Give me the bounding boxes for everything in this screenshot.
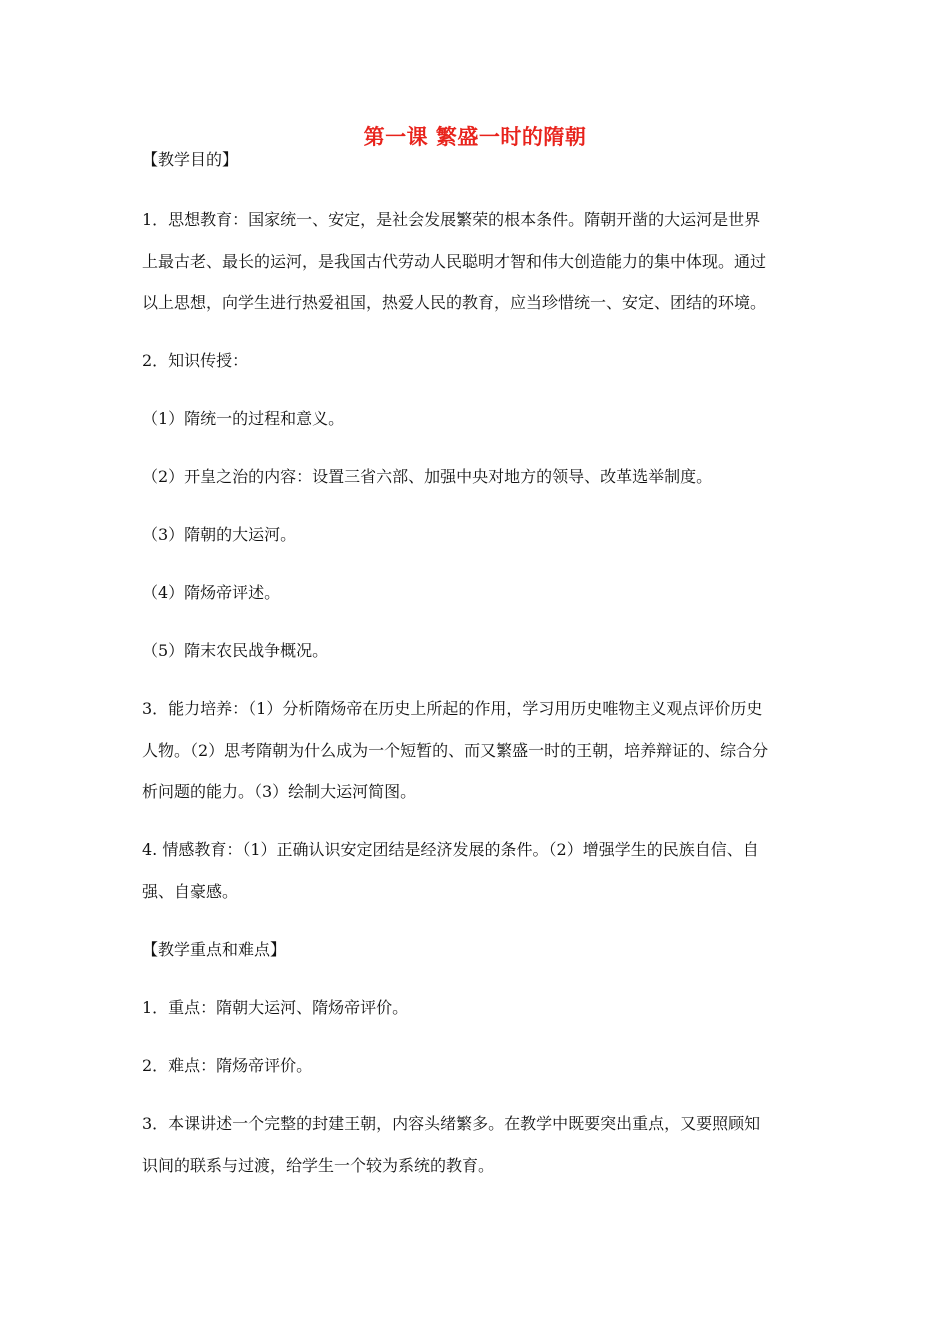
paragraph-line: 1．思想教育：国家统一、安定，是社会发展繁荣的根本条件。隋朝开凿的大运河是世界 <box>142 210 761 229</box>
list-item: （5）隋末农民战争概况。 <box>142 641 329 660</box>
list-item: 1．重点：隋朝大运河、隋炀帝评价。 <box>142 998 409 1017</box>
paragraph-line: 强、自豪感。 <box>142 882 239 901</box>
paragraph-line: 3．本课讲述一个完整的封建王朝，内容头绪繁多。在教学中既要突出重点，又要照顾知 <box>142 1114 761 1133</box>
list-item: （4）隋炀帝评述。 <box>142 583 281 602</box>
paragraph-line: 上最古老、最长的运河，是我国古代劳动人民聪明才智和伟大创造能力的集中体现。通过 <box>142 252 767 271</box>
paragraph-line: 析问题的能力。（3）绘制大运河简图。 <box>142 782 417 801</box>
page-title: 第一课 繁盛一时的隋朝 <box>363 124 587 149</box>
list-item: 2．难点：隋炀帝评价。 <box>142 1056 313 1075</box>
paragraph-line: 以上思想，向学生进行热爱祖国，热爱人民的教育，应当珍惜统一、安定、团结的环境。 <box>142 293 767 312</box>
list-heading-knowledge: 2．知识传授： <box>142 351 249 370</box>
paragraph-line: 4. 情感教育：（1）正确认识安定团结是经济发展的条件。（2）增强学生的民族自信、自 <box>142 840 759 859</box>
list-item: （3）隋朝的大运河。 <box>142 525 297 544</box>
section-heading-key-points: 【教学重点和难点】 <box>142 940 287 959</box>
paragraph-line: 识间的联系与过渡，给学生一个较为系统的教育。 <box>142 1156 495 1175</box>
list-item: （2）开皇之治的内容：设置三省六部、加强中央对地方的领导、改革选举制度。 <box>142 467 713 486</box>
section-heading-teaching-objectives: 【教学目的】 <box>142 150 239 169</box>
list-item: （1）隋统一的过程和意义。 <box>142 409 345 428</box>
paragraph-line: 人物。（2）思考隋朝为什么成为一个短暂的、而又繁盛一时的王朝，培养辩证的、综合分 <box>142 741 769 760</box>
paragraph-line: 3．能力培养：（1）分析隋炀帝在历史上所起的作用，学习用历史唯物主义观点评价历史 <box>142 699 763 718</box>
